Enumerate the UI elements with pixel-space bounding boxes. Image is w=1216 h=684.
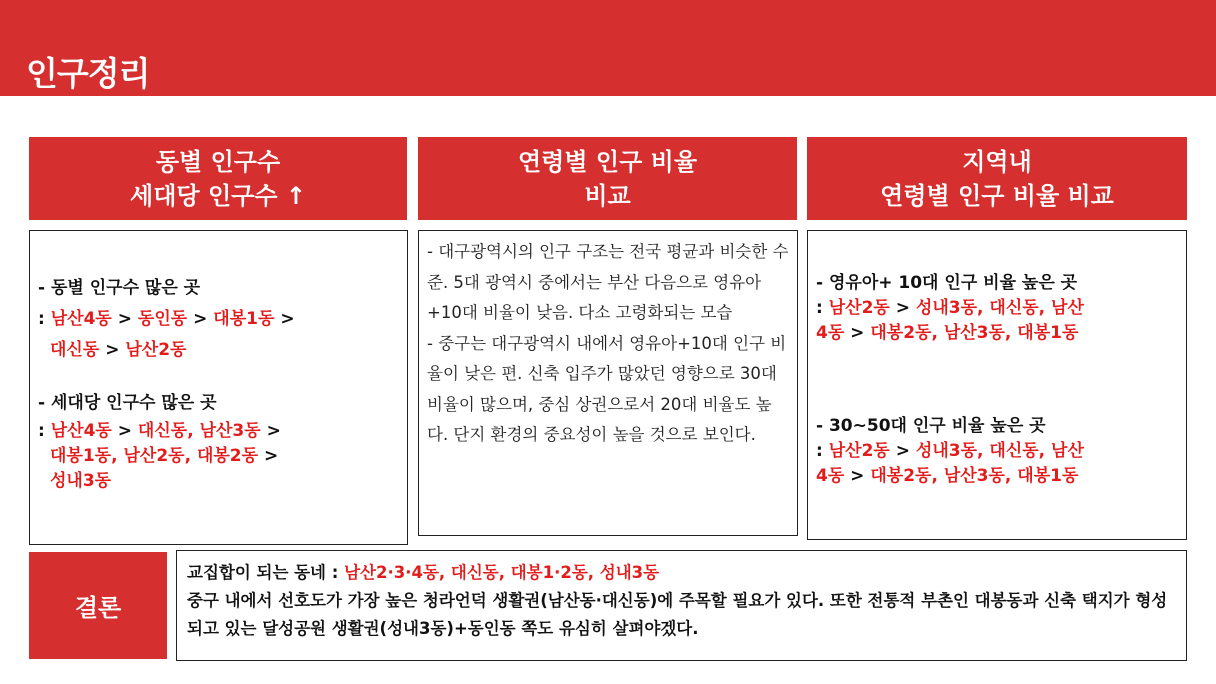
header-line: 연령별 인구 비율 <box>518 147 697 176</box>
intersection-dongs: 남산2·3·4동, 대신동, 대봉1·2동, 성내3동 <box>344 563 660 582</box>
dong-name: 남산2동 <box>828 298 890 318</box>
age-ratio-box <box>418 230 798 536</box>
separator: > <box>187 309 214 329</box>
prefix: : <box>816 441 829 461</box>
separator: > <box>111 421 138 441</box>
dong-name: 대신동, 남산3동 <box>137 421 261 441</box>
population-ranking-cont <box>38 335 402 366</box>
regional-age-ratio-box <box>807 230 1187 540</box>
youth-ratio-ranking <box>816 296 1180 346</box>
prefix: : <box>38 309 51 329</box>
separator: > <box>258 446 279 466</box>
dong-name: 남산2동 <box>828 441 890 461</box>
household-ranking <box>38 419 402 494</box>
separator: > <box>844 323 871 343</box>
separator: > <box>274 309 295 329</box>
header-line: 비교 <box>584 181 631 210</box>
page-title: 인구정리 <box>26 54 150 93</box>
population-ranking <box>38 304 402 335</box>
dong-name: 남산2동 <box>125 340 187 360</box>
header-line: 연령별 인구 비율 비교 <box>880 181 1114 210</box>
header-line: 세대당 인구수 ↑ <box>130 181 306 210</box>
conclusion-intersection <box>187 559 1176 587</box>
dong-name: 성내3동, 대신동, 남산 <box>915 441 1084 461</box>
midage-ratio-ranking <box>816 439 1180 489</box>
dong-name: 4동 <box>816 466 845 486</box>
dong-name: 대봉2동, 남산3동, 대봉1동 <box>870 323 1079 343</box>
separator: > <box>99 340 126 360</box>
dong-name: 대봉1동 <box>213 309 275 329</box>
population-heading: - 동별 인구수 많은 곳 <box>38 278 201 298</box>
household-heading: - 세대당 인구수 많은 곳 <box>38 393 217 413</box>
dong-name: 남산4동 <box>50 309 112 329</box>
midage-ratio-heading: - 30~50대 인구 비율 높은 곳 <box>816 416 1046 436</box>
dong-name: 대봉1동, 남산2동, 대봉2동 <box>50 446 259 466</box>
header-dong-population <box>29 137 407 220</box>
dong-name: 성내3동 <box>50 471 112 491</box>
separator: > <box>844 466 871 486</box>
separator: > <box>260 421 281 441</box>
age-ratio-paragraph-2: - 중구는 대구광역시 내에서 영유아+10대 인구 비율이 낮은 편. 신축 입주가 많았던 영향으로 30대 비율이 많으며, 중심 상권으로서 20대 비율도 높다. 단지 환경의 중요성이 높을 것으로 보인다. <box>427 333 787 444</box>
prefix: : <box>816 298 829 318</box>
conclusion-body: 중구 내에서 선호도가 가장 높은 청라언덕 생활권(남산동·대신동)에 주목할 필요가 있다. 또한 전통적 부촌인 대봉동과 신축 택지가 형성되고 있는 달성공원 생활권(성내3동)+동인동 쪽도 유심히 살펴야겠다. <box>187 591 1168 638</box>
header-line: 동별 인구수 <box>155 147 281 176</box>
dong-name: 성내3동, 대신동, 남산 <box>915 298 1084 318</box>
conclusion-label: 결론 <box>29 552 167 659</box>
prefix: : <box>38 421 51 441</box>
separator: > <box>889 441 916 461</box>
separator: > <box>889 298 916 318</box>
dong-name: 대봉2동, 남산3동, 대봉1동 <box>870 466 1079 486</box>
dong-name: 4동 <box>816 323 845 343</box>
header-age-ratio <box>418 137 797 220</box>
dong-name: 남산4동 <box>50 421 112 441</box>
conclusion-box <box>176 550 1187 661</box>
dong-population-box <box>29 230 408 545</box>
youth-ratio-heading: - 영유아+ 10대 인구 비율 높은 곳 <box>816 273 1078 293</box>
separator: > <box>111 309 138 329</box>
header-regional-age-ratio <box>807 137 1187 220</box>
intersection-prefix: 교집합이 되는 동네 : <box>187 563 345 582</box>
dong-name: 대신동 <box>50 340 100 360</box>
header-line: 지역내 <box>962 147 1032 176</box>
age-ratio-paragraph-1: - 대구광역시의 인구 구조는 전국 평균과 비슷한 수준. 5대 광역시 중에서는 부산 다음으로 영유아+10대 비율이 낮음. 다소 고령화되는 모습 <box>427 242 789 322</box>
title-bar <box>0 0 1216 96</box>
dong-name: 동인동 <box>137 309 188 329</box>
